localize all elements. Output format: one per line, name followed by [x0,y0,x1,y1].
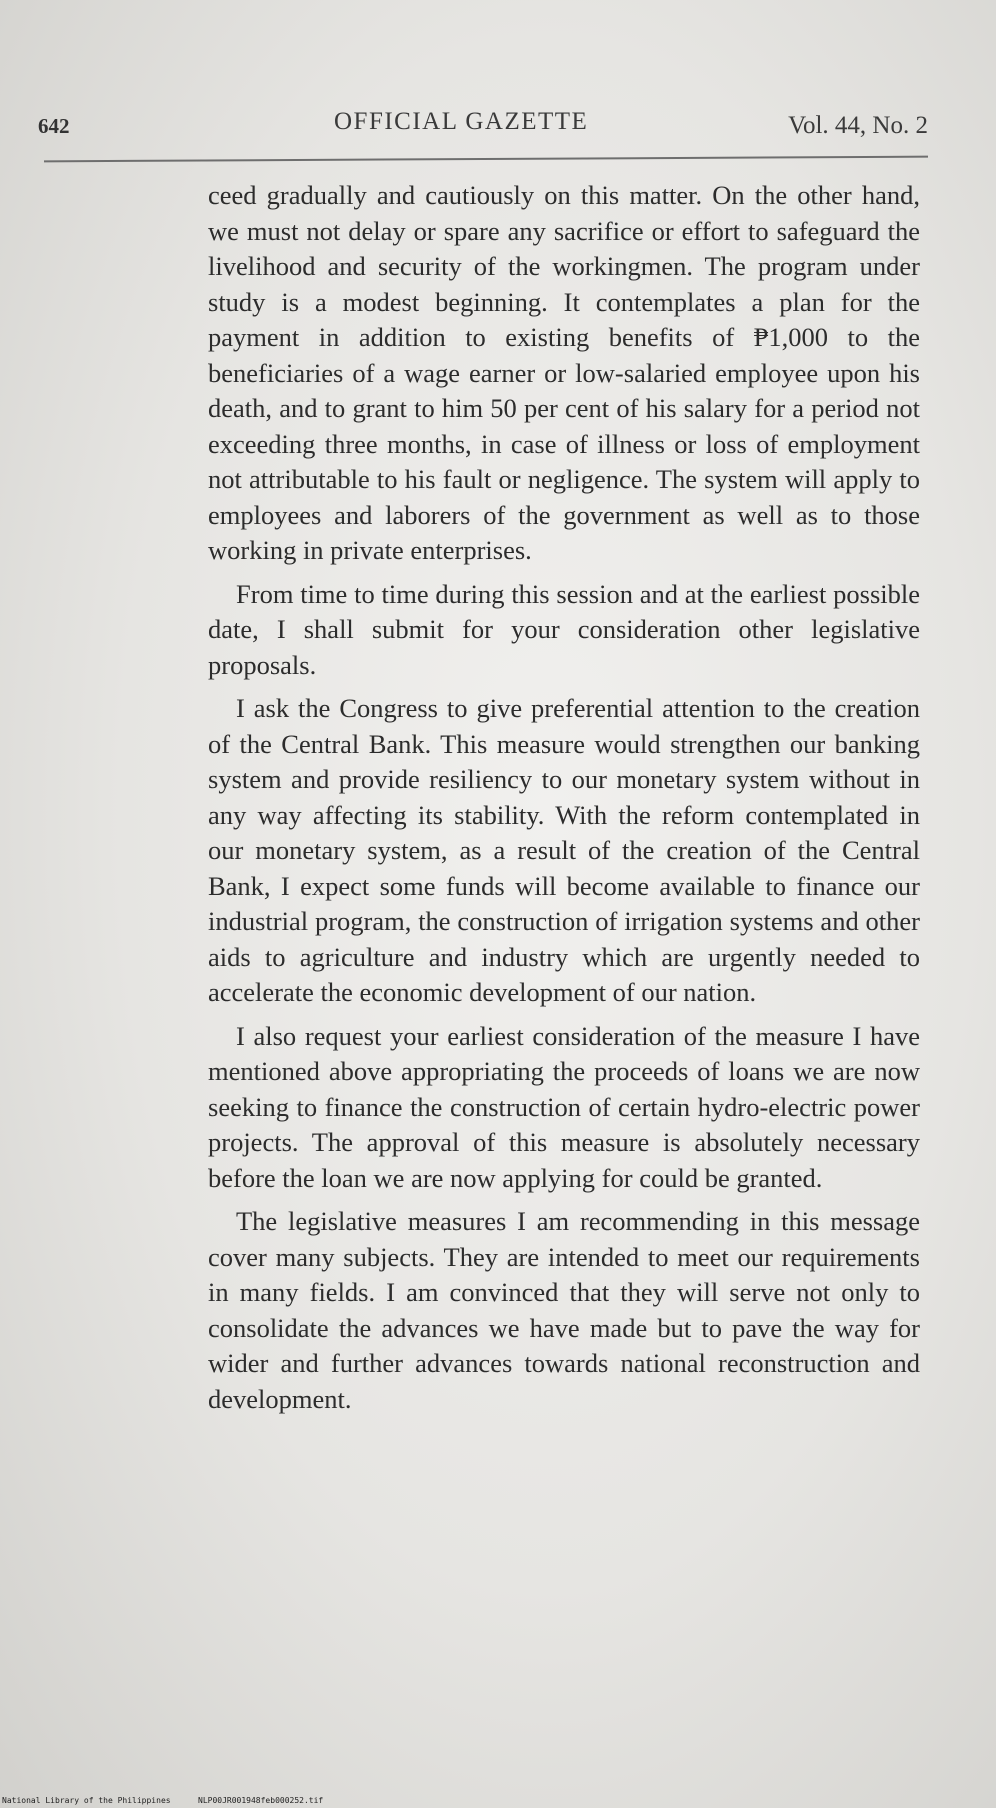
paragraph: I also request your earliest consideration of the measure I have mentioned above appropriating the proceeds of loans we are now seeking to finance the construction of certain hydro-electric power projects. The approval of this measure is absolutely necessary before the loan we are now applying for could be granted. [208,1020,920,1193]
paragraph-continued: ceed gradually and cautiously on this matter. On the other hand, we must not delay or spare any sacrifice or effort to safeguard the livelihood and security of the workingmen. The program under study is a modest beginning. It contemplates a plan for the payment in addition to existing benefits of ₱1,000 to the beneficiaries of a wage earner or low-salaried employee upon his death, and to grant to him 50 per cent of his salary for a period not exceeding three months, in case of illness or loss of employment not attributable to his fault or negligence. The system will apply to employees and laborers of the government as well as to those working in private enterprises. [208,180,920,565]
paragraph: From time to time during this session and at the earliest possible date, I shall submit for your consideration other legislative proposals. [208,578,920,680]
paragraph: I ask the Congress to give preferential attention to the creation of the Central Bank. This measure would strengthen our banking system and provide resiliency to our monetary system without in any way affecting its stability. With the reform contemplated in our monetary system, as a result of the creation of the Central Bank, I expect some funds will become available to finance our industrial program, the construction of irrigation systems and other aids to agriculture and industry which are urgently needed to accelerate the economic development of our nation. [208,693,920,1007]
footer-file: NLP00JR001948feb000252.tif [198,1796,324,1805]
footer-source: National Library of the Philippines [2,1796,171,1805]
page-number: 642 [38,114,70,138]
journal-title: OFFICIAL GAZETTE [334,108,589,135]
header-rule [44,156,928,163]
volume-info: Vol. 44, No. 2 [788,112,928,139]
page-header [38,108,928,148]
body-text [208,178,920,1425]
paragraph: The legislative measures I am recommending in this message cover many subjects. They are intended to meet our requirements in many fields. I am convinced that they will serve not only to consolidate the advances we have made but to pave the way for wider and further advances towards national reconstruction and development. [208,1206,920,1414]
